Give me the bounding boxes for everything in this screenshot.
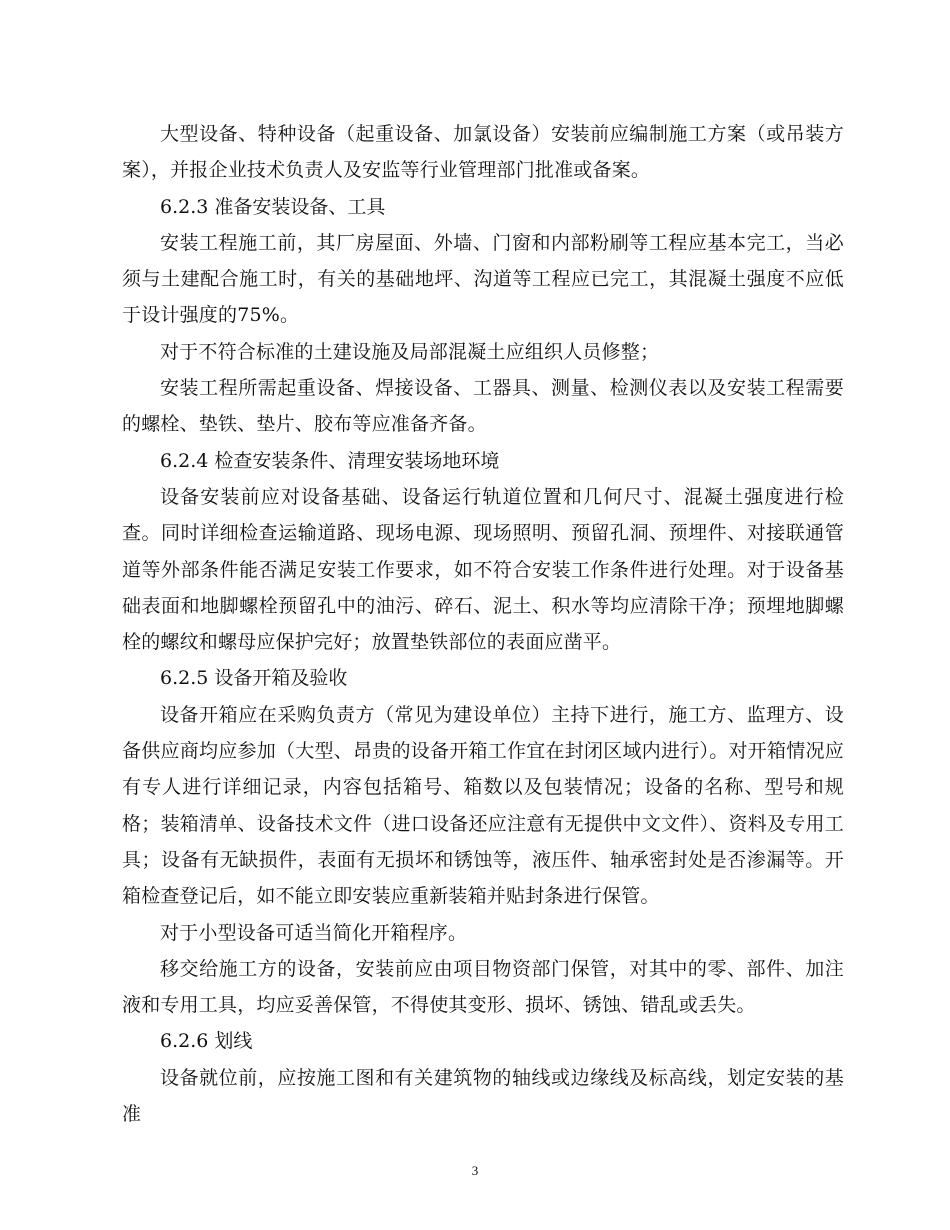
paragraph: 对于不符合标准的土建设施及局部混凝土应组织人员修整； bbox=[160, 340, 660, 363]
section-heading: 6.2.6 划线 bbox=[160, 1030, 253, 1053]
section-heading: 6.2.4 检查安装条件、清理安装场地环境 bbox=[160, 449, 500, 472]
paragraph: 设备就位前，应按施工图和有关建筑物的轴线或边缘线及标高线，划定安装的基准 bbox=[122, 1066, 844, 1126]
paragraph: 安装工程所需起重设备、焊接设备、工器具、测量、检测仪表以及安装工程需要的螺栓、垫铁、垫片、胶布等应准备齐备。 bbox=[122, 377, 844, 436]
page-number: 3 bbox=[471, 1163, 479, 1178]
section-heading: 6.2.3 准备安装设备、工具 bbox=[160, 195, 386, 218]
paragraph: 设备开箱应在采购负责方（常见为建设单位）主持下进行，施工方、监理方、设备供应商均应参加（大型、昂贵的设备开箱工作宜在封闭区域内进行）。对开箱情况应有专人进行详细记录，内容包括箱号、箱数以及包装情况；设备的名称、型号和规格；装箱清单、设备技术文件（进口设备还应注意有无提供中文文件）、资料及专用工具；设备有无缺损件，表面有无损坏和锈蚀等，液压件、轴承密封处是否渗漏等。开箱检查登记后，如不能立即安装应重新装箱并贴封条进行保管。 bbox=[122, 703, 844, 908]
paragraph: 大型设备、特种设备（起重设备、加氯设备）安装前应编制施工方案（或吊装方案），并报企业技术负责人及安监等行业管理部门批准或备案。 bbox=[122, 123, 844, 182]
paragraph: 对于小型设备可适当简化开箱程序。 bbox=[160, 921, 468, 944]
paragraph: 安装工程施工前，其厂房屋面、外墙、门窗和内部粉刷等工程应基本完工，当必须与土建配合施工时，有关的基础地坪、沟道等工程应已完工，其混凝土强度不应低于设计强度的75%。 bbox=[122, 231, 844, 327]
paragraph: 移交给施工方的设备，安装前应由项目物资部门保管，对其中的零、部件、加注液和专用工具，均应妥善保管，不得使其变形、损坏、锈蚀、错乱或丢失。 bbox=[122, 957, 844, 1017]
document-body bbox=[122, 116, 844, 1132]
section-heading: 6.2.5 设备开箱及验收 bbox=[160, 667, 348, 690]
paragraph: 设备安装前应对设备基础、设备运行轨道位置和几何尺寸、混凝土强度进行检查。同时详细检查运输道路、现场电源、现场照明、预留孔洞、预埋件、对接联通管道等外部条件能否满足安装工作要求，如不符合安装工作条件进行处理。对于设备基础表面和地脚螺栓预留孔中的油污、碎石、泥土、积水等均应清除干净；预埋地脚螺栓的螺纹和螺母应保护完好；放置垫铁部位的表面应凿平。 bbox=[122, 485, 844, 654]
